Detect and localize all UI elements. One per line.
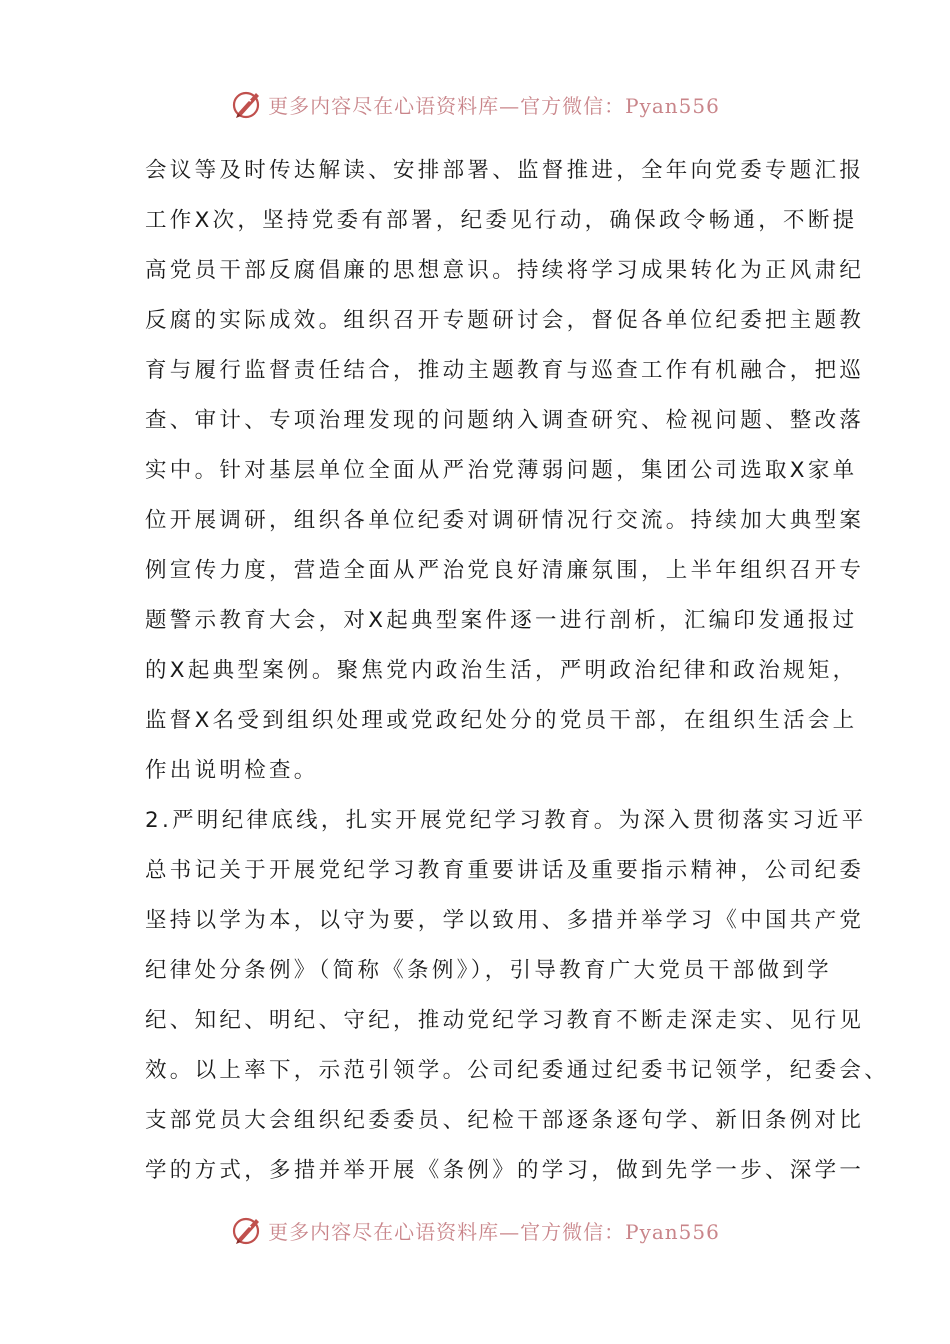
body-line: 会议等及时传达解读、安排部署、监督推进，全年向党委专题汇报 [145,158,865,183]
body-line: 学的方式，多措并举开展《条例》的学习，做到先学一步、深学一 [145,1158,865,1183]
body-line: 查、审计、专项治理发现的问题纳入调查研究、检视问题、整改落 [145,408,865,433]
body-line: 总书记关于开展党纪学习教育重要讲话及重要指示精神，公司纪委 [145,858,865,883]
body-line: 工作X次，坚持党委有部署，纪委见行动，确保政令畅通，不断提 [145,208,858,233]
body-line: 纪律处分条例》（简称《条例》），引导教育广大党员干部做到学 [145,958,832,983]
body-line: 题警示教育大会，对X起典型案件逐一进行剖析，汇编印发通报过 [145,608,858,633]
section-heading-line: 2.严明纪律底线，扎实开展党纪学习教育。为深入贯彻落实习近平 [145,808,867,833]
pen-logo-icon [230,1213,264,1247]
pen-logo-icon [230,87,264,121]
body-line: 高党员干部反腐倡廉的思想意识。持续将学习成果转化为正风肃纪 [145,258,865,283]
body-line: 效。以上率下，示范引领学。公司纪委通过纪委书记领学，纪委会、 [145,1058,890,1083]
body-line: 的X起典型案例。聚焦党内政治生活，严明政治纪律和政治规矩， [145,658,858,683]
body-line: 育与履行监督责任结合，推动主题教育与巡查工作有机融合，把巡 [145,358,865,383]
body-line: 反腐的实际成效。组织召开专题研讨会，督促各单位纪委把主题教 [145,308,865,333]
body-line: 位开展调研，组织各单位纪委对调研情况行交流。持续加大典型案 [145,508,865,533]
header-watermark [0,84,950,124]
watermark-text: 更多内容尽在心语资料库—官方微信：Pyan556 [268,93,720,118]
body-line: 例宣传力度，营造全面从严治党良好清廉氛围，上半年组织召开专 [145,558,865,583]
watermark-text: 更多内容尽在心语资料库—官方微信：Pyan556 [268,1219,720,1244]
body-line: 实中。针对基层单位全面从严治党薄弱问题，集团公司选取X家单 [145,458,858,483]
body-line: 坚持以学为本，以守为要，学以致用、多措并举学习《中国共产党 [145,908,865,933]
body-line: 作出说明检查。 [145,758,319,783]
document-body [145,146,890,1196]
body-line: 纪、知纪、明纪、守纪，推动党纪学习教育不断走深走实、见行见 [145,1008,865,1033]
body-line: 监督X名受到组织处理或党政纪处分的党员干部，在组织生活会上 [145,708,858,733]
footer-watermark [0,1210,950,1250]
body-line: 支部党员大会组织纪委委员、纪检干部逐条逐句学、新旧条例对比 [145,1108,865,1133]
